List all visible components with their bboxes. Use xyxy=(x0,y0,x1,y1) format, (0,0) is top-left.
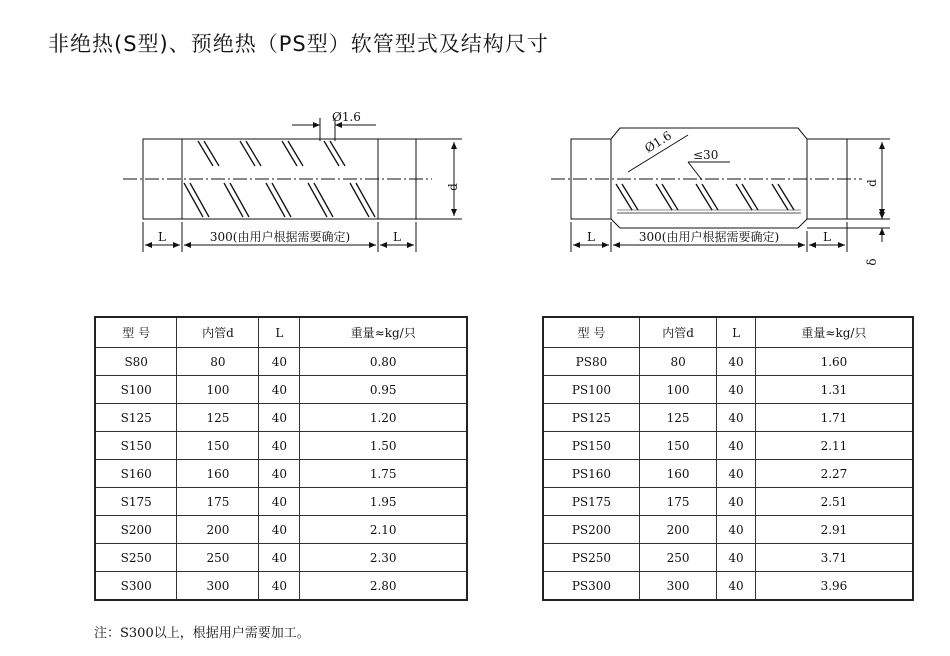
cell-weight: 2.30 xyxy=(300,544,467,572)
ps-l-left-label: L xyxy=(587,230,595,244)
s-l-right-label: L xyxy=(393,230,401,244)
cell-l: 40 xyxy=(717,376,756,404)
hose-drawings xyxy=(0,0,950,300)
table-row xyxy=(543,516,913,544)
cell-weight: 3.96 xyxy=(755,572,913,601)
ps-spec-table xyxy=(542,316,914,601)
cell-l: 40 xyxy=(259,348,300,376)
cell-model: PS300 xyxy=(543,572,639,601)
cell-l: 40 xyxy=(717,348,756,376)
cell-d: 150 xyxy=(177,432,259,460)
cell-l: 40 xyxy=(717,460,756,488)
table-row xyxy=(95,348,467,376)
table-row xyxy=(543,348,913,376)
cell-l: 40 xyxy=(717,572,756,601)
cell-d: 160 xyxy=(177,460,259,488)
cell-d: 175 xyxy=(177,488,259,516)
table-row xyxy=(543,432,913,460)
cell-d: 125 xyxy=(177,404,259,432)
cell-l: 40 xyxy=(717,404,756,432)
cell-model: S200 xyxy=(95,516,177,544)
cell-d: 150 xyxy=(639,432,716,460)
table-row xyxy=(543,544,913,572)
cell-weight: 1.60 xyxy=(755,348,913,376)
table-header-row xyxy=(543,317,913,348)
cell-l: 40 xyxy=(259,432,300,460)
cell-l: 40 xyxy=(717,544,756,572)
cell-weight: 2.27 xyxy=(755,460,913,488)
table-row xyxy=(95,544,467,572)
cell-model: PS160 xyxy=(543,460,639,488)
table-row xyxy=(95,488,467,516)
cell-l: 40 xyxy=(717,516,756,544)
col-header-l: L xyxy=(717,317,756,348)
cell-l: 40 xyxy=(717,432,756,460)
col-header-inner-diameter: 内管d xyxy=(639,317,716,348)
s-length-label: 300(由用户根据需要确定) xyxy=(209,230,351,244)
col-header-weight: 重量≈kg/只 xyxy=(300,317,467,348)
ps-wire-label: Ø1.6 xyxy=(642,128,675,156)
table-row xyxy=(543,376,913,404)
ps-l-right-label: L xyxy=(823,230,831,244)
table-row xyxy=(543,404,913,432)
ps-angle-side xyxy=(688,162,702,180)
cell-l: 40 xyxy=(259,572,300,601)
cell-model: PS125 xyxy=(543,404,639,432)
ps-helical-wire xyxy=(616,184,794,210)
cell-d: 125 xyxy=(639,404,716,432)
cell-d: 300 xyxy=(639,572,716,601)
cell-weight: 2.91 xyxy=(755,516,913,544)
cell-weight: 2.51 xyxy=(755,488,913,516)
cell-weight: 1.31 xyxy=(755,376,913,404)
cell-weight: 1.95 xyxy=(300,488,467,516)
s-d-label: d xyxy=(446,183,460,191)
s-spec-table xyxy=(94,316,468,601)
cell-weight: 1.75 xyxy=(300,460,467,488)
cell-l: 40 xyxy=(259,376,300,404)
cell-l: 40 xyxy=(259,516,300,544)
col-header-model: 型 号 xyxy=(543,317,639,348)
table-row xyxy=(95,572,467,601)
table-row xyxy=(95,404,467,432)
table-header-row xyxy=(95,317,467,348)
s-l-left-label: L xyxy=(158,230,166,244)
cell-d: 80 xyxy=(177,348,259,376)
cell-model: S175 xyxy=(95,488,177,516)
cell-weight: 3.71 xyxy=(755,544,913,572)
page-title: 非绝热(S型)、预绝热（PS型）软管型式及结构尺寸 xyxy=(48,32,549,56)
col-header-weight: 重量≈kg/只 xyxy=(755,317,913,348)
table-row xyxy=(95,460,467,488)
cell-weight: 2.11 xyxy=(755,432,913,460)
cell-l: 40 xyxy=(259,544,300,572)
cell-d: 250 xyxy=(177,544,259,572)
table-row xyxy=(543,572,913,601)
table-row xyxy=(95,376,467,404)
cell-model: S250 xyxy=(95,544,177,572)
cell-d: 200 xyxy=(639,516,716,544)
cell-l: 40 xyxy=(717,488,756,516)
cell-model: PS100 xyxy=(543,376,639,404)
cell-weight: 1.50 xyxy=(300,432,467,460)
cell-model: PS150 xyxy=(543,432,639,460)
table-row xyxy=(543,460,913,488)
ps-delta-label: δ xyxy=(865,258,879,266)
cell-weight: 1.71 xyxy=(755,404,913,432)
cell-d: 250 xyxy=(639,544,716,572)
col-header-inner-diameter: 内管d xyxy=(177,317,259,348)
cell-weight: 2.10 xyxy=(300,516,467,544)
cell-model: S150 xyxy=(95,432,177,460)
cell-weight: 0.80 xyxy=(300,348,467,376)
table-row xyxy=(543,488,913,516)
cell-model: S300 xyxy=(95,572,177,601)
s-wire-label: Ø1.6 xyxy=(332,110,361,124)
ps-d-label: d xyxy=(865,179,879,187)
cell-model: PS175 xyxy=(543,488,639,516)
table-row xyxy=(95,516,467,544)
cell-d: 160 xyxy=(639,460,716,488)
col-header-model: 型 号 xyxy=(95,317,177,348)
cell-d: 300 xyxy=(177,572,259,601)
footnote: 注：S300以上，根据用户需要加工。 xyxy=(94,626,310,641)
cell-d: 80 xyxy=(639,348,716,376)
cell-d: 200 xyxy=(177,516,259,544)
cell-d: 100 xyxy=(177,376,259,404)
cell-model: PS80 xyxy=(543,348,639,376)
col-header-l: L xyxy=(259,317,300,348)
cell-model: S125 xyxy=(95,404,177,432)
cell-l: 40 xyxy=(259,488,300,516)
cell-l: 40 xyxy=(259,404,300,432)
cell-d: 100 xyxy=(639,376,716,404)
ps-length-label: 300(由用户根据需要确定) xyxy=(638,230,780,244)
cell-weight: 0.95 xyxy=(300,376,467,404)
ps-angle-label: ≤30 xyxy=(693,148,719,162)
table-row xyxy=(95,432,467,460)
cell-weight: 2.80 xyxy=(300,572,467,601)
cell-model: PS200 xyxy=(543,516,639,544)
cell-l: 40 xyxy=(259,460,300,488)
cell-weight: 1.20 xyxy=(300,404,467,432)
cell-model: PS250 xyxy=(543,544,639,572)
cell-model: S80 xyxy=(95,348,177,376)
cell-model: S160 xyxy=(95,460,177,488)
cell-model: S100 xyxy=(95,376,177,404)
cell-d: 175 xyxy=(639,488,716,516)
